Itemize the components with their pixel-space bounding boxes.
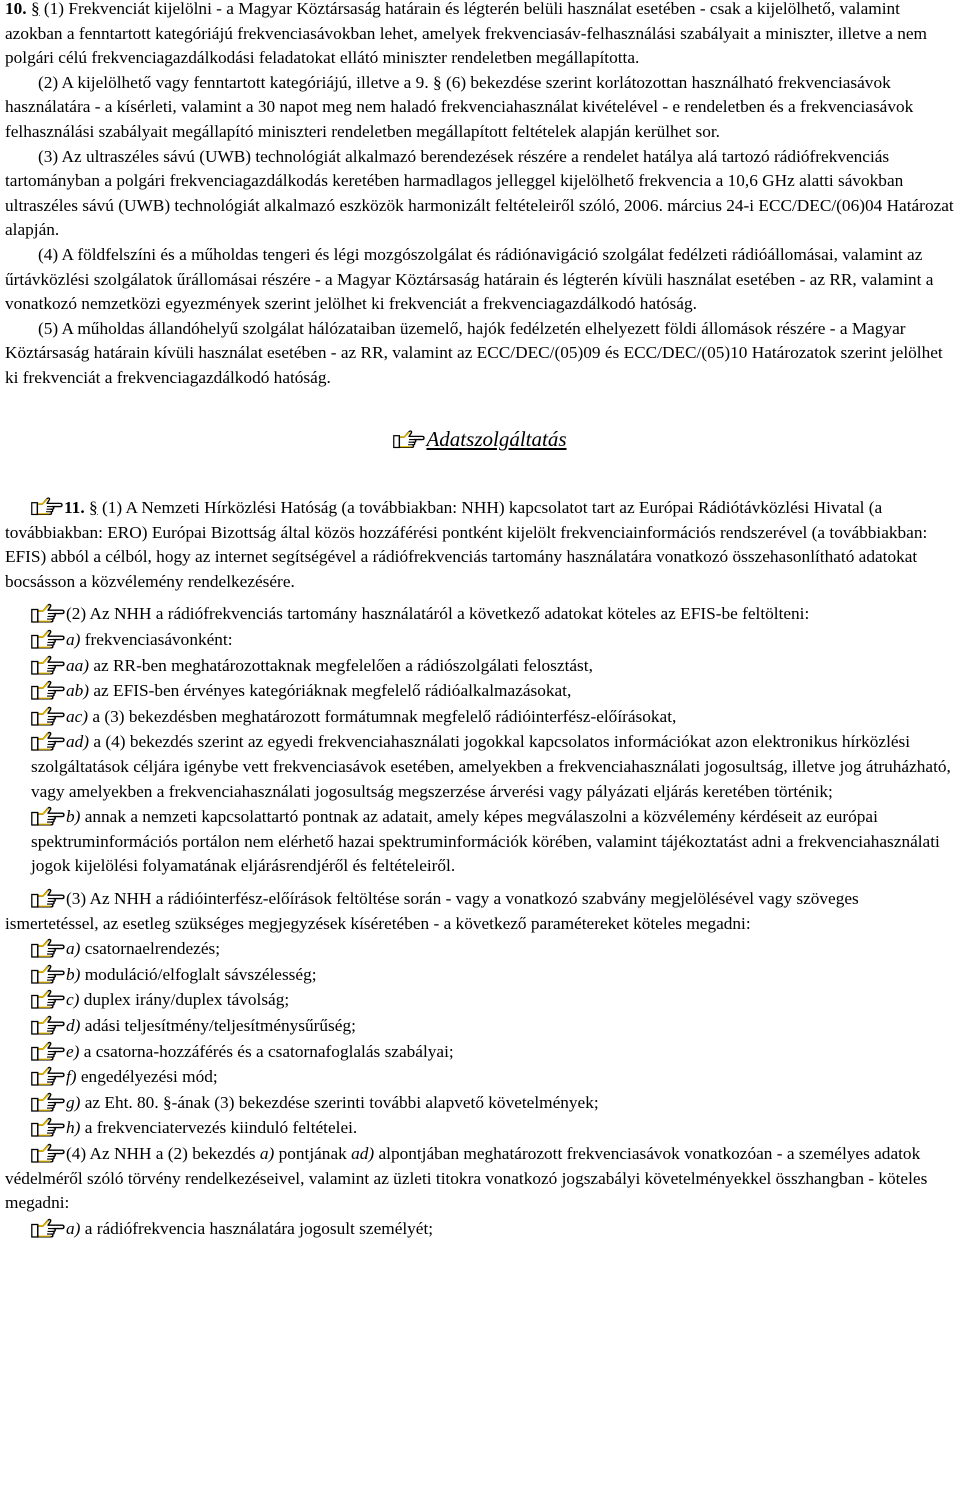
sec11-p2-list (5, 628, 955, 879)
pointing-hand-icon[interactable] (31, 1143, 65, 1163)
pointing-hand-icon[interactable] (31, 731, 65, 751)
list-item (5, 679, 955, 704)
list-item-text: a frekvenciatervezés kiinduló feltételei. (84, 1118, 358, 1138)
list-item-label: c) (66, 990, 80, 1010)
sec10-paragraph-5: (5) A műholdas állandóhelyű szolgálat hálózataiban üzemelő, hajók fedélzetén elhelyezett földi állomások részére - a Magyar Köztársaság határain kívüli használat esetében - az RR, valamint az ECC/DEC/(05)09 és ECC/DEC/(05)10 Határozatok szerint jelölhet ki frekvenciát a frekvenciagazdálkodó hatóság. (5, 318, 943, 387)
pointing-hand-icon[interactable] (31, 1041, 65, 1061)
list-item-label: g) (66, 1092, 81, 1112)
section-symbol-link[interactable]: § (162, 1092, 172, 1112)
sec11-p4-text-c: pontjának (278, 1143, 347, 1163)
list-item-label: ab) (66, 681, 90, 701)
sec10-paragraph-1 (5, 0, 955, 71)
list-item-text: annak a nemzeti kapcsolattartó pontnak az adatait, amely képes megválaszolni a közvélemény kérdéseit az európai spektruminformációs portálon nem elérhető hazai spektruminformációk körében, valamint tájékoztatást adni a frekvenciahasználati jogok kijelölési folyamatának eljárásrendjéről és feltételeiről. (31, 807, 940, 876)
sec11-p4-text-a: (4) Az NHH a (2) bekezdés (66, 1143, 256, 1163)
sec11-p1-text: (1) A Nemzeti Hírközlési Hatóság (a továbbiakban: NHH) kapcsolatot tart az Európai Rádiótávközlési Hivatal (a továbbiakban: ERO) Európai Bizottság által közös hozzáférési pontként kijelölt frekvenciainformációs rendszerével (a továbbiakban: EFIS) abból a célból, hogy az internet segítségével a rádiófrekvenciás tartomány használatára vonatkozó összehasonlítható adatokat bocsásson a közvélemény rendelkezésére. (5, 498, 928, 591)
list-item-label: h) (66, 1118, 81, 1138)
list-item (5, 730, 955, 804)
sec11-p2-text: (2) Az NHH a rádiófrekvenciás tartomány használatáról a következő adatokat köteles az EFIS-be feltölteni: (66, 604, 810, 624)
sec11-p4-text-e: alpontjában meghatározott frekvenciasávok vonatkozóan - a személyes adatok védelméről szóló törvény rendelkezéseivel, valamint az üzleti titokra vonatkozó jogszabályi követelményekkel összhangban - köteles megadni: (5, 1143, 928, 1213)
list-item-text-continued: -ának (3) bekezdése szerinti további alapvető követelmények; (171, 1092, 599, 1112)
sec11-p4-list (5, 1217, 955, 1242)
list-item-label: a) (66, 939, 81, 959)
sec11-paragraph-1 (5, 495, 955, 594)
list-item (5, 628, 955, 653)
list-item-text: a (4) bekezdés szerint az egyedi frekvenciahasználati jogokkal kapcsolatos információkat azon elektronikus hírközlési szolgáltatások céljára igénybe vett frekvenciasávok esetében, amelyekben a frekvenciahasználati jogosultság, illetve jog átruházható, vagy amelyekben a frekvenciahasználati jogosultság megszerzése árverési vagy pályázati eljárás keretében történik; (31, 732, 951, 801)
list-item (5, 705, 955, 730)
pointing-hand-icon[interactable] (31, 1015, 65, 1035)
list-item (5, 1116, 955, 1141)
sec10-p2-text-b: (6) bekezdése szerint korlátozottan használható frekvenciasávok használatára - a kísérleti, valamint a 30 napot meg nem haladó frekvenciahasználat kivételével - e rendeletben és a frekvenciasávok felhasználási szabályait megállapító miniszteri rendeletben megállapított feltételek alapján kerülhet sor. (5, 72, 914, 141)
sec10-paragraph-2 (5, 71, 955, 145)
sec11-p3-list (5, 937, 955, 1141)
list-item-text: az EFIS-ben érvényes kategóriáknak megfelelő rádióalkalmazásokat, (93, 681, 572, 701)
list-item-text: a (3) bekezdésben meghatározott formátumnak megfelelő rádióinterfész-előírásokat, (92, 706, 677, 726)
list-item (5, 1040, 955, 1065)
section-symbol-link[interactable]: § (432, 72, 442, 92)
pointing-hand-icon[interactable] (31, 806, 65, 826)
section-symbol-link[interactable]: § (30, 0, 40, 18)
pointing-hand-icon[interactable] (31, 1092, 65, 1112)
list-item-label: b) (66, 964, 81, 984)
pointing-hand-icon[interactable] (31, 989, 65, 1009)
list-item-text: az Eht. 80. (84, 1092, 159, 1112)
list-item-text: a csatorna-hozzáférés és a csatornafoglalás szabályai; (83, 1041, 454, 1061)
list-item (5, 937, 955, 962)
list-item-text: a rádiófrekvencia használatára jogosult személyét; (84, 1218, 434, 1238)
list-item (5, 1014, 955, 1039)
pointing-hand-icon[interactable] (31, 629, 65, 649)
pointing-hand-icon[interactable] (31, 603, 65, 623)
list-item (5, 654, 955, 679)
list-item (5, 988, 955, 1013)
list-item (5, 1091, 955, 1116)
list-item (5, 963, 955, 988)
list-item (5, 805, 955, 879)
list-item-label: ad) (66, 732, 90, 752)
pointing-hand-icon[interactable] (31, 888, 65, 908)
list-item-text: moduláció/elfoglalt sávszélesség; (84, 964, 317, 984)
sec11-p4-ref-a: a) (259, 1143, 275, 1163)
heading-title: Adatszolgáltatás (426, 426, 567, 451)
pointing-hand-icon[interactable] (393, 428, 425, 450)
pointing-hand-icon[interactable] (31, 964, 65, 984)
pointing-hand-icon[interactable] (31, 1066, 65, 1086)
list-item-text: csatornaelrendezés; (84, 939, 221, 959)
list-item-label: f) (66, 1067, 77, 1087)
list-item (5, 1065, 955, 1090)
sec11-paragraph-2 (5, 602, 955, 627)
list-item-label: aa) (66, 655, 90, 675)
list-item-text: engedélyezési mód; (80, 1067, 218, 1087)
list-item (5, 1217, 955, 1242)
sec10-paragraph-4: (4) A földfelszíni és a műholdas tengeri és légi mozgószolgálat és rádiónavigáció szolgálat fedélzeti rádióállomásai, valamint az űrtávközlési szolgálatok űrállomásai részére - a Magyar Köztársaság határain és légterén kívüli használat esetében - az RR, valamint a vonatkozó nemzetközi egyezmények szerint jelölhet ki frekvenciát a frekvenciagazdálkodó hatóság. (5, 244, 934, 314)
pointing-hand-icon[interactable] (31, 1117, 65, 1137)
pointing-hand-icon[interactable] (31, 1218, 65, 1238)
list-item-label: d) (66, 1015, 81, 1035)
list-item-label: ac) (66, 706, 89, 726)
pointing-hand-icon[interactable] (31, 706, 65, 726)
sec11-paragraph-3 (5, 887, 955, 936)
list-item-text: frekvenciasávonként: (84, 630, 233, 650)
pointing-hand-icon[interactable] (31, 495, 63, 517)
sec10-p2-text-a: (2) A kijelölhető vagy fenntartott kategóriájú, illetve a 9. (38, 72, 429, 92)
list-item-label: a) (66, 630, 81, 650)
sec11-p3-text: (3) Az NHH a rádióinterfész-előírások feltöltése során - vagy a vonatkozó szabvány megjelölésével vagy szöveges ismertetéssel, az esetleg szükséges megjegyzések kíséretében - a következő paramétereket köteles megadni: (5, 889, 859, 933)
pointing-hand-icon[interactable] (31, 655, 65, 675)
list-item-text: az RR-ben meghatározottaknak megfelelően a rádiószolgálati felosztást, (93, 655, 593, 675)
pointing-hand-icon[interactable] (31, 938, 65, 958)
sec11-number: 11. (64, 498, 85, 518)
pointing-hand-icon[interactable] (31, 680, 65, 700)
sec11-paragraph-4 (5, 1142, 955, 1216)
list-item-label: a) (66, 1218, 81, 1238)
list-item-text: duplex irány/duplex távolság; (83, 990, 290, 1010)
section-symbol-link[interactable]: § (88, 498, 98, 518)
list-item-text: adási teljesítmény/teljesítménysűrűség; (84, 1015, 356, 1035)
list-item-label: e) (66, 1041, 80, 1061)
section-heading (5, 427, 955, 452)
sec11-p4-ref-ad: ad) (351, 1143, 375, 1163)
sec10-number: 10. (5, 0, 27, 18)
list-item-label: b) (66, 807, 81, 827)
sec10-p1-text: (1) Frekvenciát kijelölni - a Magyar Köztársaság határain és légterén belüli használat esetében - csak a kijelölhető, valamint azokban a fenntartott kategóriájú frekvenciasávokban lehet, amelyek frekvenciasáv-felhasználási szabályait a miniszter, illetve a nem polgári célú frekvenciagazdálkodási feladatokat ellátó miniszter rendeletben megállapította. (5, 0, 927, 68)
sec10-paragraph-3: (3) Az ultraszéles sávú (UWB) technológiát alkalmazó berendezések részére a rendelet hatálya alá tartozó rádiófrekvenciás tartományban a polgári frekvenciagazdálkodás keretében harmadlagos jelleggel kijelölhető frekvencia a 10,6 GHz alatti sávokban ultraszéles sávú (UWB) technológiát alkalmazó eszközök harmonizált feltételeiről szóló, 2006. március 24-i ECC/DEC/(06)04 Határozat alapján. (5, 146, 954, 240)
